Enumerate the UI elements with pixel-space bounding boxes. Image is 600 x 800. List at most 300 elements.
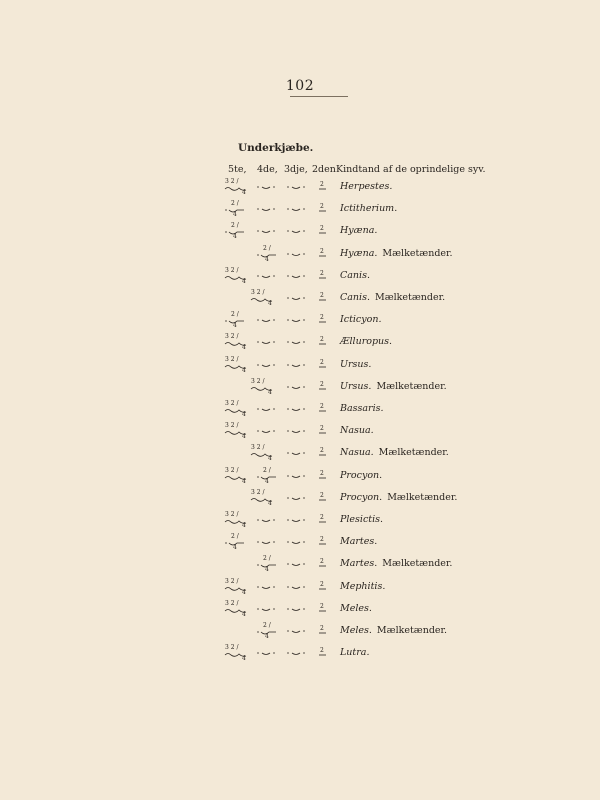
molar-5-4-cell [250,378,274,398]
molar-3-cell [286,222,306,242]
svg-text:2: 2 [320,380,324,388]
svg-text:3 2 /: 3 2 / [251,289,265,296]
tooth-cusp-icon [224,200,246,219]
tooth-simple-icon [318,379,328,393]
tooth-simple-icon [318,357,328,371]
tooth-outline-icon [256,579,276,593]
species-label [340,558,452,569]
tooth-simple-icon [318,223,328,237]
svg-text:2: 2 [320,447,324,455]
genus-name: Martes. [340,536,378,548]
tooth-cusp-icon [256,467,278,483]
svg-text:2 /: 2 / [231,311,239,319]
tooth-outline-icon [286,468,306,482]
table-row [0,444,600,464]
molar-4-cell [256,200,276,220]
species-label [340,581,385,592]
section-title: Underkjæbe. [238,142,314,154]
header-rule [290,96,348,97]
tooth-simple-icon [318,268,328,282]
svg-text:4: 4 [242,522,246,529]
molar-3-cell [286,600,306,620]
molar-3-cell [286,511,306,531]
svg-text:2: 2 [320,514,324,521]
table-row [0,200,600,220]
table-row [0,511,600,531]
genus-name: Plesictis. [340,514,384,525]
table-row [0,178,600,198]
genus-name: Martes. [340,558,378,570]
tooth-outline-icon [286,601,306,615]
species-label [340,536,377,547]
dentition-note: Mælketænder. [374,292,446,303]
table-row [0,489,600,509]
svg-text:3 2 /: 3 2 / [225,333,239,341]
molar-2-cell [318,289,328,309]
svg-text:2: 2 [320,425,324,433]
molar-4-cell [256,311,276,331]
col-header-4de: 4de, [257,164,278,175]
genus-name: Ursus. [340,380,372,392]
molar-3-cell [286,178,306,198]
svg-text:4: 4 [233,211,237,219]
svg-text:2: 2 [320,358,324,366]
genus-name: Herpestes. [340,181,393,192]
molar-2-cell [318,511,328,531]
tooth-outline-icon [286,312,306,326]
tooth-simple-icon [318,623,328,637]
tooth-outline-icon [256,512,276,526]
genus-name: Hyæna. [340,225,378,237]
table-row [0,289,600,309]
molar-5-4-cell [224,333,248,353]
species-label [340,514,383,525]
svg-text:4: 4 [242,344,246,352]
genus-name: Nasua. [340,425,374,437]
svg-text:4: 4 [233,233,237,241]
tooth-outline-icon [286,246,306,260]
tooth-outline-icon [256,601,276,615]
tooth-simple-icon [318,401,328,415]
species-label [340,336,392,347]
species-label [340,248,453,259]
svg-text:2: 2 [320,225,324,233]
svg-text:2: 2 [320,647,324,655]
molar-5-4-cell [224,467,248,487]
svg-text:2: 2 [320,292,324,299]
molar-2-cell [318,378,328,398]
svg-text:4: 4 [268,300,272,307]
dentition-note: Mælketænder. [382,558,453,570]
table-row [0,333,600,353]
svg-text:4: 4 [268,499,272,507]
molar-5-4-cell [224,311,246,331]
table-row [0,400,600,420]
tooth-multicusp-icon [224,356,248,372]
molar-2-cell [318,178,328,198]
molar-2-cell [318,444,328,464]
species-label [340,203,397,214]
tooth-multicusp-icon [224,600,248,616]
tooth-outline-icon [286,423,306,437]
page-number: 102 [285,78,315,94]
genus-name: Meles. [340,625,372,636]
tooth-outline-icon [286,556,306,570]
tooth-outline-icon [256,334,276,348]
svg-text:2: 2 [320,203,324,211]
svg-text:3 2 /: 3 2 / [225,644,239,652]
molar-4-cell [256,422,276,442]
svg-text:2: 2 [320,314,324,322]
molar-3-cell [286,578,306,598]
tooth-multicusp-icon [224,644,248,663]
molar-2-cell [318,400,328,420]
table-row [0,622,600,642]
tooth-simple-icon [318,290,328,304]
tooth-multicusp-icon [250,489,274,505]
tooth-simple-icon [318,312,328,326]
species-label [340,625,447,636]
genus-name: Ursus. [340,358,372,370]
molar-3-cell [286,422,306,442]
species-label [340,270,370,281]
molar-5-4-cell [224,533,246,553]
svg-text:4: 4 [242,277,246,285]
tooth-outline-icon [286,445,306,459]
molar-3-cell [286,533,306,553]
table-row [0,422,600,442]
table-row [0,600,600,620]
col-header-3dje: 3dje, [284,164,308,175]
tooth-cusp-icon [256,622,278,638]
svg-text:4: 4 [268,455,272,463]
molar-5-4-cell [224,356,248,376]
svg-text:2: 2 [320,558,324,566]
molar-3-cell [286,467,306,487]
svg-text:3 2 /: 3 2 / [225,355,239,363]
tooth-outline-icon [256,312,276,326]
genus-name: Canis. [340,269,370,281]
molar-5-4-cell [224,267,248,287]
tooth-outline-icon [286,268,306,282]
tooth-outline-icon [286,623,306,637]
svg-text:3 2 /: 3 2 / [225,178,239,185]
tooth-outline-icon [256,268,276,282]
table-row [0,245,600,265]
molar-3-cell [286,356,306,376]
svg-text:4: 4 [242,411,246,418]
svg-text:2: 2 [320,580,324,588]
tooth-outline-icon [286,223,306,237]
tooth-outline-icon [256,357,276,371]
svg-text:2: 2 [320,269,324,277]
svg-text:2 /: 2 / [263,466,271,474]
molar-2-cell [318,422,328,442]
species-label [340,492,457,503]
molar-2-cell [318,644,328,664]
svg-text:2 /: 2 / [231,533,239,541]
genus-name: Bassaris. [340,403,384,414]
molar-3-cell [286,311,306,331]
table-row [0,467,600,487]
svg-text:2: 2 [320,536,324,544]
molar-2-cell [318,622,328,642]
tooth-simple-icon [318,534,328,548]
genus-name: Ælluropus. [340,336,393,348]
tooth-multicusp-icon [224,267,248,283]
molar-2-cell [318,311,328,331]
tooth-outline-icon [256,401,276,415]
molar-4-cell [256,533,276,553]
tooth-cusp-icon [256,555,278,574]
dentition-note: Mælketænder. [376,380,447,392]
molar-3-cell [286,622,306,642]
tooth-outline-icon [286,201,306,215]
col-header-description: Kindtand af de oprindelige syv. [336,164,486,175]
svg-text:2: 2 [320,491,324,499]
molar-4-cell [256,644,276,664]
svg-text:3 2 /: 3 2 / [251,444,265,452]
table-row [0,311,600,331]
molar-2-cell [318,600,328,620]
svg-text:2 /: 2 / [263,555,271,563]
species-label [340,470,382,481]
molar-5-4-cell [224,178,248,198]
svg-text:3 2 /: 3 2 / [225,599,239,607]
molar-5-4-cell [224,511,248,531]
molar-3-cell [286,333,306,353]
molar-4-cell [256,578,276,598]
svg-text:3 2 /: 3 2 / [251,488,265,496]
dentition-note: Mælketænder. [376,625,448,636]
col-header-5te: 5te, [228,164,247,175]
tooth-simple-icon [318,556,328,570]
species-label [340,425,374,436]
molar-3-cell [286,378,306,398]
tooth-cusp-icon [224,311,246,330]
tooth-outline-icon [286,401,306,415]
col-header-2den: 2den [312,164,336,175]
molar-5-4-cell [256,555,278,575]
tooth-outline-icon [256,201,276,215]
tooth-simple-icon [318,468,328,482]
species-label [340,225,377,236]
tooth-cusp-icon [256,245,278,261]
molar-4-cell [256,400,276,420]
svg-text:2: 2 [320,336,324,344]
svg-text:2 /: 2 / [263,244,271,252]
svg-text:3 2 /: 3 2 / [225,266,239,274]
genus-name: Ictitherium. [340,203,398,215]
molar-5-4-cell [224,400,248,420]
molar-5-4-cell [250,289,274,309]
molar-2-cell [318,555,328,575]
tooth-multicusp-icon [224,467,248,483]
tooth-simple-icon [318,645,328,659]
molar-2-cell [318,533,328,553]
table-row [0,644,600,664]
molar-2-cell [318,356,328,376]
molar-5-4-cell [256,622,278,642]
molar-3-cell [286,444,306,464]
tooth-simple-icon [318,601,328,615]
molar-4-cell [256,178,276,198]
species-label [340,647,369,658]
molar-2-cell [318,578,328,598]
molar-4-cell [256,222,276,242]
molar-2-cell [318,267,328,287]
tooth-outline-icon [256,223,276,237]
tooth-multicusp-icon [224,511,248,527]
svg-text:2: 2 [320,469,324,477]
molar-4-cell [256,333,276,353]
molar-3-cell [286,489,306,509]
tooth-simple-icon [318,201,328,215]
genus-name: Lutra. [340,647,370,659]
tooth-simple-icon [318,512,328,526]
genus-name: Procyon. [340,469,383,481]
genus-name: Mephitis. [340,580,386,592]
tooth-multicusp-icon [224,422,248,441]
svg-text:4: 4 [265,477,269,485]
tooth-outline-icon [286,357,306,371]
tooth-outline-icon [256,534,276,548]
tooth-multicusp-icon [250,378,274,394]
molar-5-4-cell [224,422,248,442]
svg-text:3 2 /: 3 2 / [225,466,239,474]
molar-2-cell [318,333,328,353]
dentition-note: Mælketænder. [378,447,449,459]
table-row [0,378,600,398]
molar-3-cell [286,555,306,575]
genus-name: Icticyon. [340,314,382,326]
species-label [340,447,449,458]
tooth-outline-icon [286,379,306,393]
molar-3-cell [286,200,306,220]
table-row [0,222,600,242]
dentition-note: Mælketænder. [387,491,458,503]
molar-4-cell [256,356,276,376]
molar-5-4-cell [224,600,248,620]
svg-text:2: 2 [320,247,324,255]
molar-2-cell [318,222,328,242]
tooth-simple-icon [318,579,328,593]
molar-4-cell [256,600,276,620]
svg-text:4: 4 [242,366,246,374]
tooth-simple-icon [318,445,328,459]
svg-text:3 2 /: 3 2 / [251,377,265,385]
svg-text:2 /: 2 / [263,622,271,629]
species-label [340,292,445,303]
species-label [340,314,381,325]
molar-3-cell [286,400,306,420]
table-row [0,356,600,376]
tooth-outline-icon [256,179,276,193]
dentition-note: Mælketænder. [382,247,453,259]
svg-text:4: 4 [268,388,272,396]
molar-3-cell [286,245,306,265]
svg-text:3 2 /: 3 2 / [225,511,239,518]
svg-text:2: 2 [320,625,324,632]
molar-4-cell [256,467,278,487]
molar-2-cell [318,467,328,487]
svg-text:4: 4 [233,544,237,552]
svg-text:2 /: 2 / [231,222,239,230]
molar-5-4-cell [250,444,274,464]
molar-4-cell [256,267,276,287]
tooth-outline-icon [286,490,306,504]
svg-text:4: 4 [242,477,246,485]
svg-text:2 /: 2 / [231,200,239,208]
species-label [340,181,392,192]
species-label [340,381,447,392]
tooth-simple-icon [318,490,328,504]
table-row [0,533,600,553]
tooth-outline-icon [286,334,306,348]
svg-text:4: 4 [242,588,246,596]
genus-name: Procyon. [340,491,383,503]
tooth-multicusp-icon [224,178,248,194]
tooth-outline-icon [286,534,306,548]
tooth-simple-icon [318,179,328,193]
svg-text:4: 4 [233,322,237,330]
svg-text:4: 4 [265,255,269,263]
tooth-outline-icon [256,423,276,437]
molar-5-4-cell [224,644,248,664]
table-row [0,267,600,287]
tooth-multicusp-icon [224,578,248,594]
genus-name: Canis. [340,292,370,303]
molar-5-4-cell [250,489,274,509]
tooth-outline-icon [286,290,306,304]
tooth-outline-icon [286,512,306,526]
table-row [0,555,600,575]
species-label [340,603,372,614]
molar-3-cell [286,267,306,287]
molar-4-cell [256,511,276,531]
species-label [340,403,384,414]
tooth-simple-icon [318,334,328,348]
tooth-outline-icon [286,579,306,593]
tooth-cusp-icon [224,222,246,241]
molar-2-cell [318,489,328,509]
molar-3-cell [286,644,306,664]
tooth-outline-icon [286,179,306,193]
molar-5-4-cell [256,245,278,265]
svg-text:2: 2 [320,602,324,610]
tooth-multicusp-icon [250,289,274,305]
svg-text:4: 4 [265,633,269,640]
molar-3-cell [286,289,306,309]
molar-5-4-cell [224,578,248,598]
tooth-simple-icon [318,423,328,437]
tooth-multicusp-icon [224,333,248,352]
svg-text:3 2 /: 3 2 / [225,577,239,585]
genus-name: Nasua. [340,447,374,459]
svg-text:4: 4 [242,189,246,196]
svg-text:3 2 /: 3 2 / [225,400,239,407]
molar-2-cell [318,200,328,220]
tooth-simple-icon [318,246,328,260]
table-row [0,578,600,598]
tooth-multicusp-icon [224,400,248,416]
species-label [340,359,371,370]
tooth-cusp-icon [224,533,246,552]
molar-2-cell [318,245,328,265]
tooth-outline-icon [256,645,276,659]
svg-text:2: 2 [320,181,324,188]
svg-text:4: 4 [242,655,246,663]
